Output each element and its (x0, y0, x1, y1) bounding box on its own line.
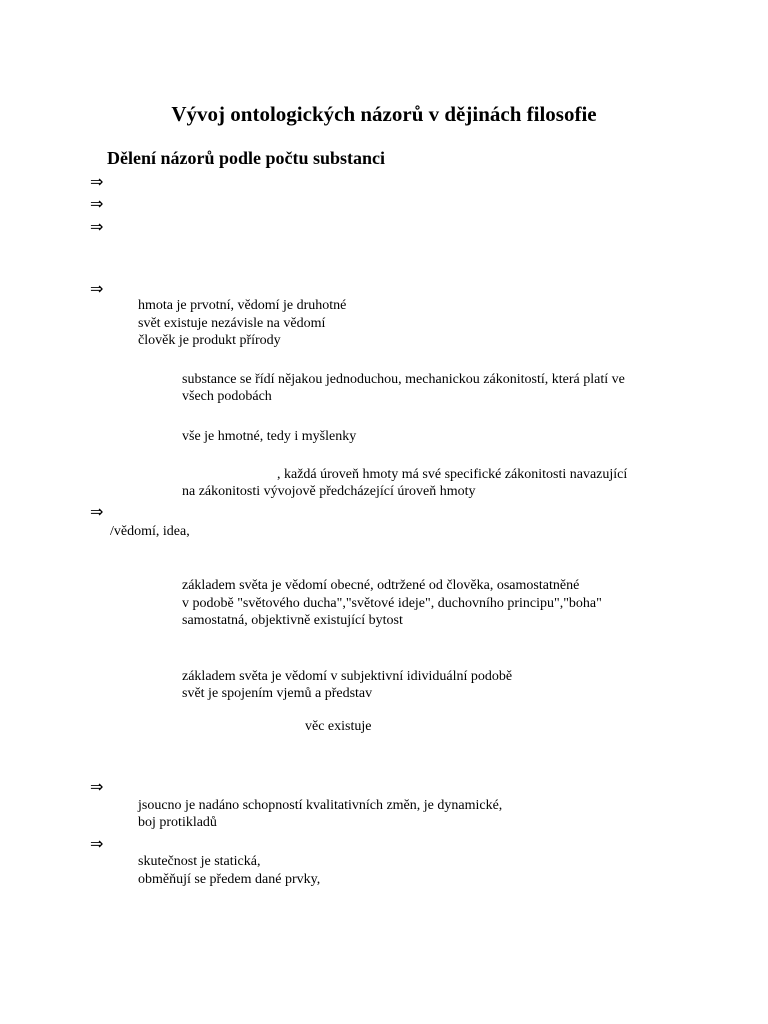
arrow-icon: ⇒ (90, 217, 104, 236)
dialectics-line: boj protikladů (138, 815, 217, 830)
mechanical-materialism-line: všech podobách (182, 389, 272, 404)
objective-idealism-line: základem světa je vědomí obecné, odtržené od člověka, osamostatněné (182, 578, 580, 593)
section-heading: Dělení názorů podle počtu substanci (107, 148, 386, 168)
page-title: Vývoj ontologických názorů v dějinách filosofie (171, 102, 597, 126)
arrow-icon: ⇒ (90, 502, 104, 521)
materialism-line: svět existuje nezávisle na vědomí (138, 316, 326, 331)
dialectical-materialism-line: na zákonitosti vývojově předcházející úroveň hmoty (182, 484, 476, 499)
arrow-icon: ⇒ (90, 777, 104, 796)
arrow-icon: ⇒ (90, 172, 104, 191)
arrow-icon: ⇒ (90, 279, 104, 298)
dialectical-materialism-line: , každá úroveň hmoty má své specifické zákonitosti navazující (277, 467, 628, 482)
materialism-line: hmota je prvotní, vědomí je druhotné (138, 298, 347, 313)
metaphysics-line: skutečnost je statická, (138, 854, 261, 869)
mechanical-materialism-line: substance se řídí nějakou jednoduchou, mechanickou zákonitostí, která platí ve (182, 372, 625, 387)
thing-exists-text: věc existuje (305, 719, 372, 734)
subjective-idealism-line: základem světa je vědomí v subjektivní idividuální podobě (182, 669, 513, 684)
objective-idealism-line: v podobě "světového ducha","světové ideje", duchovního principu","boha" (182, 596, 602, 611)
subjective-idealism-line: svět je spojením vjemů a představ (182, 686, 373, 701)
arrow-icon: ⇒ (90, 194, 104, 213)
idealism-intro: /vědomí, idea, (110, 524, 190, 539)
arrow-icon: ⇒ (90, 834, 104, 853)
dialectics-line: jsoucno je nadáno schopností kvalitativních změn, je dynamické, (138, 798, 503, 813)
vulgar-materialism-line: vše je hmotné, tedy i myšlenky (182, 429, 357, 444)
materialism-line: člověk je produkt přírody (138, 333, 281, 348)
metaphysics-line: obměňují se předem dané prvky, (138, 872, 321, 887)
objective-idealism-line: samostatná, objektivně existující bytost (182, 613, 403, 628)
